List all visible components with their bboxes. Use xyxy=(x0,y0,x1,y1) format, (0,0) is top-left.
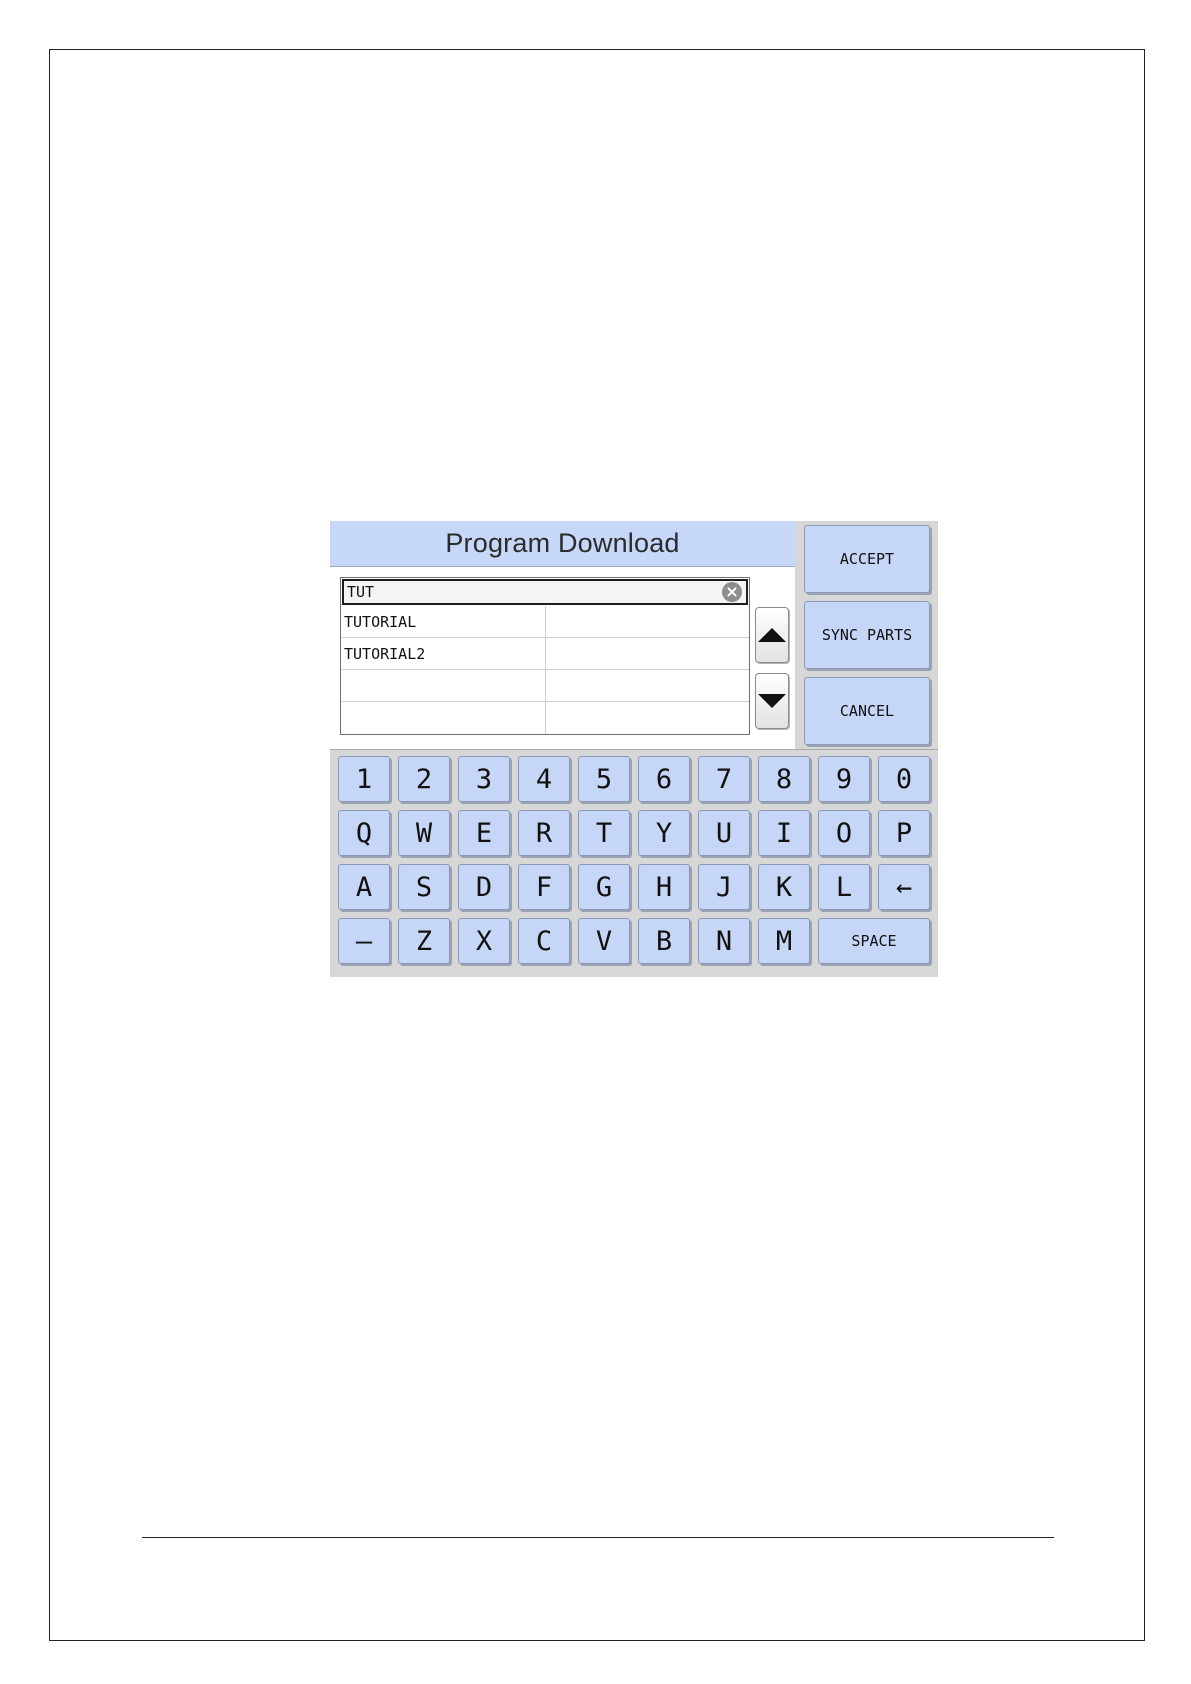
key-a[interactable]: A xyxy=(338,864,390,910)
key-8[interactable]: 8 xyxy=(758,756,810,802)
key-3[interactable]: 3 xyxy=(458,756,510,802)
backspace-key[interactable]: ← xyxy=(878,864,930,910)
key-b[interactable]: B xyxy=(638,918,690,964)
key-e[interactable]: E xyxy=(458,810,510,856)
search-input[interactable] xyxy=(344,581,722,603)
arrow-down-icon xyxy=(758,694,786,708)
program-detail-cell xyxy=(546,638,749,669)
program-detail-cell xyxy=(546,702,749,734)
key-t[interactable]: T xyxy=(578,810,630,856)
key-2[interactable]: 2 xyxy=(398,756,450,802)
accept-button[interactable]: ACCEPT xyxy=(804,525,930,593)
key-6[interactable]: 6 xyxy=(638,756,690,802)
on-screen-keyboard xyxy=(330,749,938,977)
sync-parts-button[interactable]: SYNC PARTS xyxy=(804,601,930,669)
program-name-cell xyxy=(341,670,546,701)
key-m[interactable]: M xyxy=(758,918,810,964)
key-s[interactable]: S xyxy=(398,864,450,910)
key-h[interactable]: H xyxy=(638,864,690,910)
key-u[interactable]: U xyxy=(698,810,750,856)
key-f[interactable]: F xyxy=(518,864,570,910)
program-detail-cell xyxy=(546,670,749,701)
key-k[interactable]: K xyxy=(758,864,810,910)
key-v[interactable]: V xyxy=(578,918,630,964)
device-screen xyxy=(330,521,938,977)
key-c[interactable]: C xyxy=(518,918,570,964)
key-9[interactable]: 9 xyxy=(818,756,870,802)
program-list xyxy=(340,577,750,735)
key-l[interactable]: L xyxy=(818,864,870,910)
scroll-up-button[interactable] xyxy=(755,607,789,663)
key-r[interactable]: R xyxy=(518,810,570,856)
table-row[interactable] xyxy=(341,606,749,638)
table-row[interactable] xyxy=(341,702,749,734)
program-rows xyxy=(341,606,749,734)
key-dash[interactable]: – xyxy=(338,918,390,964)
program-list-pane xyxy=(330,521,795,749)
key-i[interactable]: I xyxy=(758,810,810,856)
clear-icon[interactable] xyxy=(722,582,742,602)
key-y[interactable]: Y xyxy=(638,810,690,856)
dialog-title: Program Download xyxy=(330,521,795,567)
program-name-cell: TUTORIAL2 xyxy=(341,638,546,669)
search-field[interactable] xyxy=(342,579,748,605)
table-row[interactable] xyxy=(341,670,749,702)
key-n[interactable]: N xyxy=(698,918,750,964)
key-0[interactable]: 0 xyxy=(878,756,930,802)
key-d[interactable]: D xyxy=(458,864,510,910)
key-w[interactable]: W xyxy=(398,810,450,856)
program-detail-cell xyxy=(546,606,749,637)
footer-rule xyxy=(142,1537,1054,1538)
key-4[interactable]: 4 xyxy=(518,756,570,802)
key-1[interactable]: 1 xyxy=(338,756,390,802)
key-o[interactable]: O xyxy=(818,810,870,856)
space-key[interactable]: SPACE xyxy=(818,918,930,964)
key-j[interactable]: J xyxy=(698,864,750,910)
key-x[interactable]: X xyxy=(458,918,510,964)
key-g[interactable]: G xyxy=(578,864,630,910)
cancel-button[interactable]: CANCEL xyxy=(804,677,930,745)
program-name-cell: TUTORIAL xyxy=(341,606,546,637)
scroll-down-button[interactable] xyxy=(755,673,789,729)
key-7[interactable]: 7 xyxy=(698,756,750,802)
key-q[interactable]: Q xyxy=(338,810,390,856)
key-5[interactable]: 5 xyxy=(578,756,630,802)
program-name-cell xyxy=(341,702,546,734)
arrow-up-icon xyxy=(758,628,786,642)
table-row[interactable] xyxy=(341,638,749,670)
key-p[interactable]: P xyxy=(878,810,930,856)
key-z[interactable]: Z xyxy=(398,918,450,964)
